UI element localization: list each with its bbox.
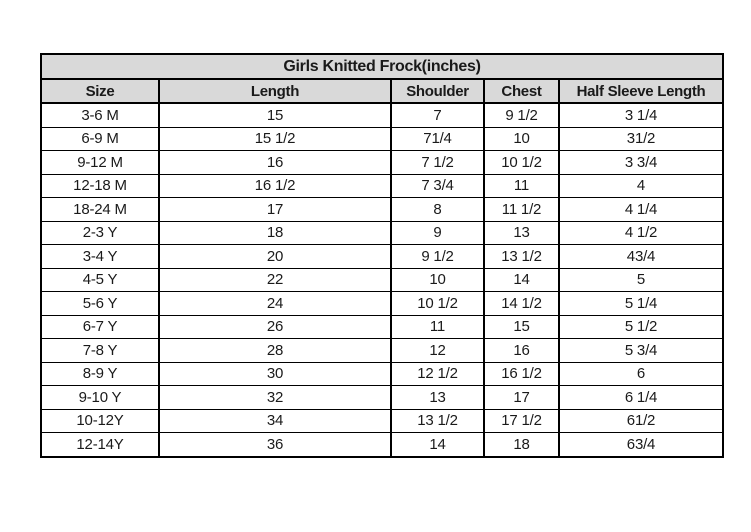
table-cell: 18-24 M xyxy=(41,198,159,222)
table-cell: 9-12 M xyxy=(41,151,159,175)
table-cell: 8-9 Y xyxy=(41,362,159,386)
table-cell: 28 xyxy=(159,339,391,363)
table-row xyxy=(41,151,723,175)
table-cell: 7 1/2 xyxy=(391,151,484,175)
table-cell: 11 1/2 xyxy=(484,198,559,222)
table-cell: 13 1/2 xyxy=(484,245,559,269)
table-title: Girls Knitted Frock(inches) xyxy=(41,54,723,79)
table-cell: 14 xyxy=(484,268,559,292)
table-cell: 15 xyxy=(159,103,391,127)
size-chart-table xyxy=(40,53,724,458)
table-cell: 26 xyxy=(159,315,391,339)
table-cell: 20 xyxy=(159,245,391,269)
table-cell: 5 1/4 xyxy=(559,292,723,316)
column-header-length: Length xyxy=(159,79,391,103)
size-chart-body xyxy=(41,103,723,457)
table-cell: 6 1/4 xyxy=(559,386,723,410)
table-cell: 14 1/2 xyxy=(484,292,559,316)
table-row xyxy=(41,174,723,198)
table-title-row xyxy=(41,54,723,79)
table-row xyxy=(41,292,723,316)
table-cell: 11 xyxy=(484,174,559,198)
table-cell: 16 xyxy=(159,151,391,175)
table-row xyxy=(41,433,723,457)
table-cell: 13 xyxy=(484,221,559,245)
table-row xyxy=(41,386,723,410)
table-cell: 5 1/2 xyxy=(559,315,723,339)
table-row xyxy=(41,245,723,269)
table-cell: 10 1/2 xyxy=(484,151,559,175)
table-cell: 4-5 Y xyxy=(41,268,159,292)
table-cell: 12-18 M xyxy=(41,174,159,198)
table-cell: 4 1/2 xyxy=(559,221,723,245)
table-cell: 7 3/4 xyxy=(391,174,484,198)
table-cell: 6 xyxy=(559,362,723,386)
table-cell: 16 1/2 xyxy=(484,362,559,386)
table-cell: 6-9 M xyxy=(41,127,159,151)
table-cell: 9 1/2 xyxy=(391,245,484,269)
table-cell: 9-10 Y xyxy=(41,386,159,410)
table-cell: 10-12Y xyxy=(41,409,159,433)
table-cell: 16 1/2 xyxy=(159,174,391,198)
table-cell: 43/4 xyxy=(559,245,723,269)
table-cell: 71/4 xyxy=(391,127,484,151)
table-cell: 5 3/4 xyxy=(559,339,723,363)
table-cell: 17 xyxy=(159,198,391,222)
table-cell: 7-8 Y xyxy=(41,339,159,363)
table-cell: 12-14Y xyxy=(41,433,159,457)
table-cell: 17 xyxy=(484,386,559,410)
column-header-size: Size xyxy=(41,79,159,103)
table-cell: 14 xyxy=(391,433,484,457)
table-cell: 12 xyxy=(391,339,484,363)
table-cell: 10 xyxy=(484,127,559,151)
column-header-shoulder: Shoulder xyxy=(391,79,484,103)
table-row xyxy=(41,127,723,151)
table-row xyxy=(41,315,723,339)
table-row xyxy=(41,362,723,386)
table-cell: 31/2 xyxy=(559,127,723,151)
table-cell: 15 1/2 xyxy=(159,127,391,151)
table-cell: 18 xyxy=(484,433,559,457)
table-cell: 4 xyxy=(559,174,723,198)
table-cell: 11 xyxy=(391,315,484,339)
table-cell: 24 xyxy=(159,292,391,316)
table-cell: 3-6 M xyxy=(41,103,159,127)
table-cell: 17 1/2 xyxy=(484,409,559,433)
table-cell: 7 xyxy=(391,103,484,127)
table-cell: 8 xyxy=(391,198,484,222)
table-cell: 12 1/2 xyxy=(391,362,484,386)
table-cell: 3 3/4 xyxy=(559,151,723,175)
table-cell: 10 xyxy=(391,268,484,292)
table-cell: 34 xyxy=(159,409,391,433)
table-cell: 10 1/2 xyxy=(391,292,484,316)
table-cell: 3 1/4 xyxy=(559,103,723,127)
table-cell: 16 xyxy=(484,339,559,363)
table-cell: 13 1/2 xyxy=(391,409,484,433)
table-cell: 9 xyxy=(391,221,484,245)
table-cell: 5-6 Y xyxy=(41,292,159,316)
table-cell: 13 xyxy=(391,386,484,410)
table-cell: 18 xyxy=(159,221,391,245)
table-row xyxy=(41,221,723,245)
column-header-chest: Chest xyxy=(484,79,559,103)
table-cell: 6-7 Y xyxy=(41,315,159,339)
table-row xyxy=(41,268,723,292)
table-cell: 22 xyxy=(159,268,391,292)
table-cell: 5 xyxy=(559,268,723,292)
table-cell: 9 1/2 xyxy=(484,103,559,127)
table-cell: 32 xyxy=(159,386,391,410)
table-row xyxy=(41,339,723,363)
column-header-half-sleeve-length: Half Sleeve Length xyxy=(559,79,723,103)
table-row xyxy=(41,103,723,127)
table-cell: 15 xyxy=(484,315,559,339)
table-cell: 61/2 xyxy=(559,409,723,433)
table-cell: 4 1/4 xyxy=(559,198,723,222)
table-row xyxy=(41,409,723,433)
table-header-row xyxy=(41,79,723,103)
table-row xyxy=(41,198,723,222)
table-cell: 3-4 Y xyxy=(41,245,159,269)
table-cell: 2-3 Y xyxy=(41,221,159,245)
table-cell: 36 xyxy=(159,433,391,457)
table-cell: 30 xyxy=(159,362,391,386)
table-cell: 63/4 xyxy=(559,433,723,457)
